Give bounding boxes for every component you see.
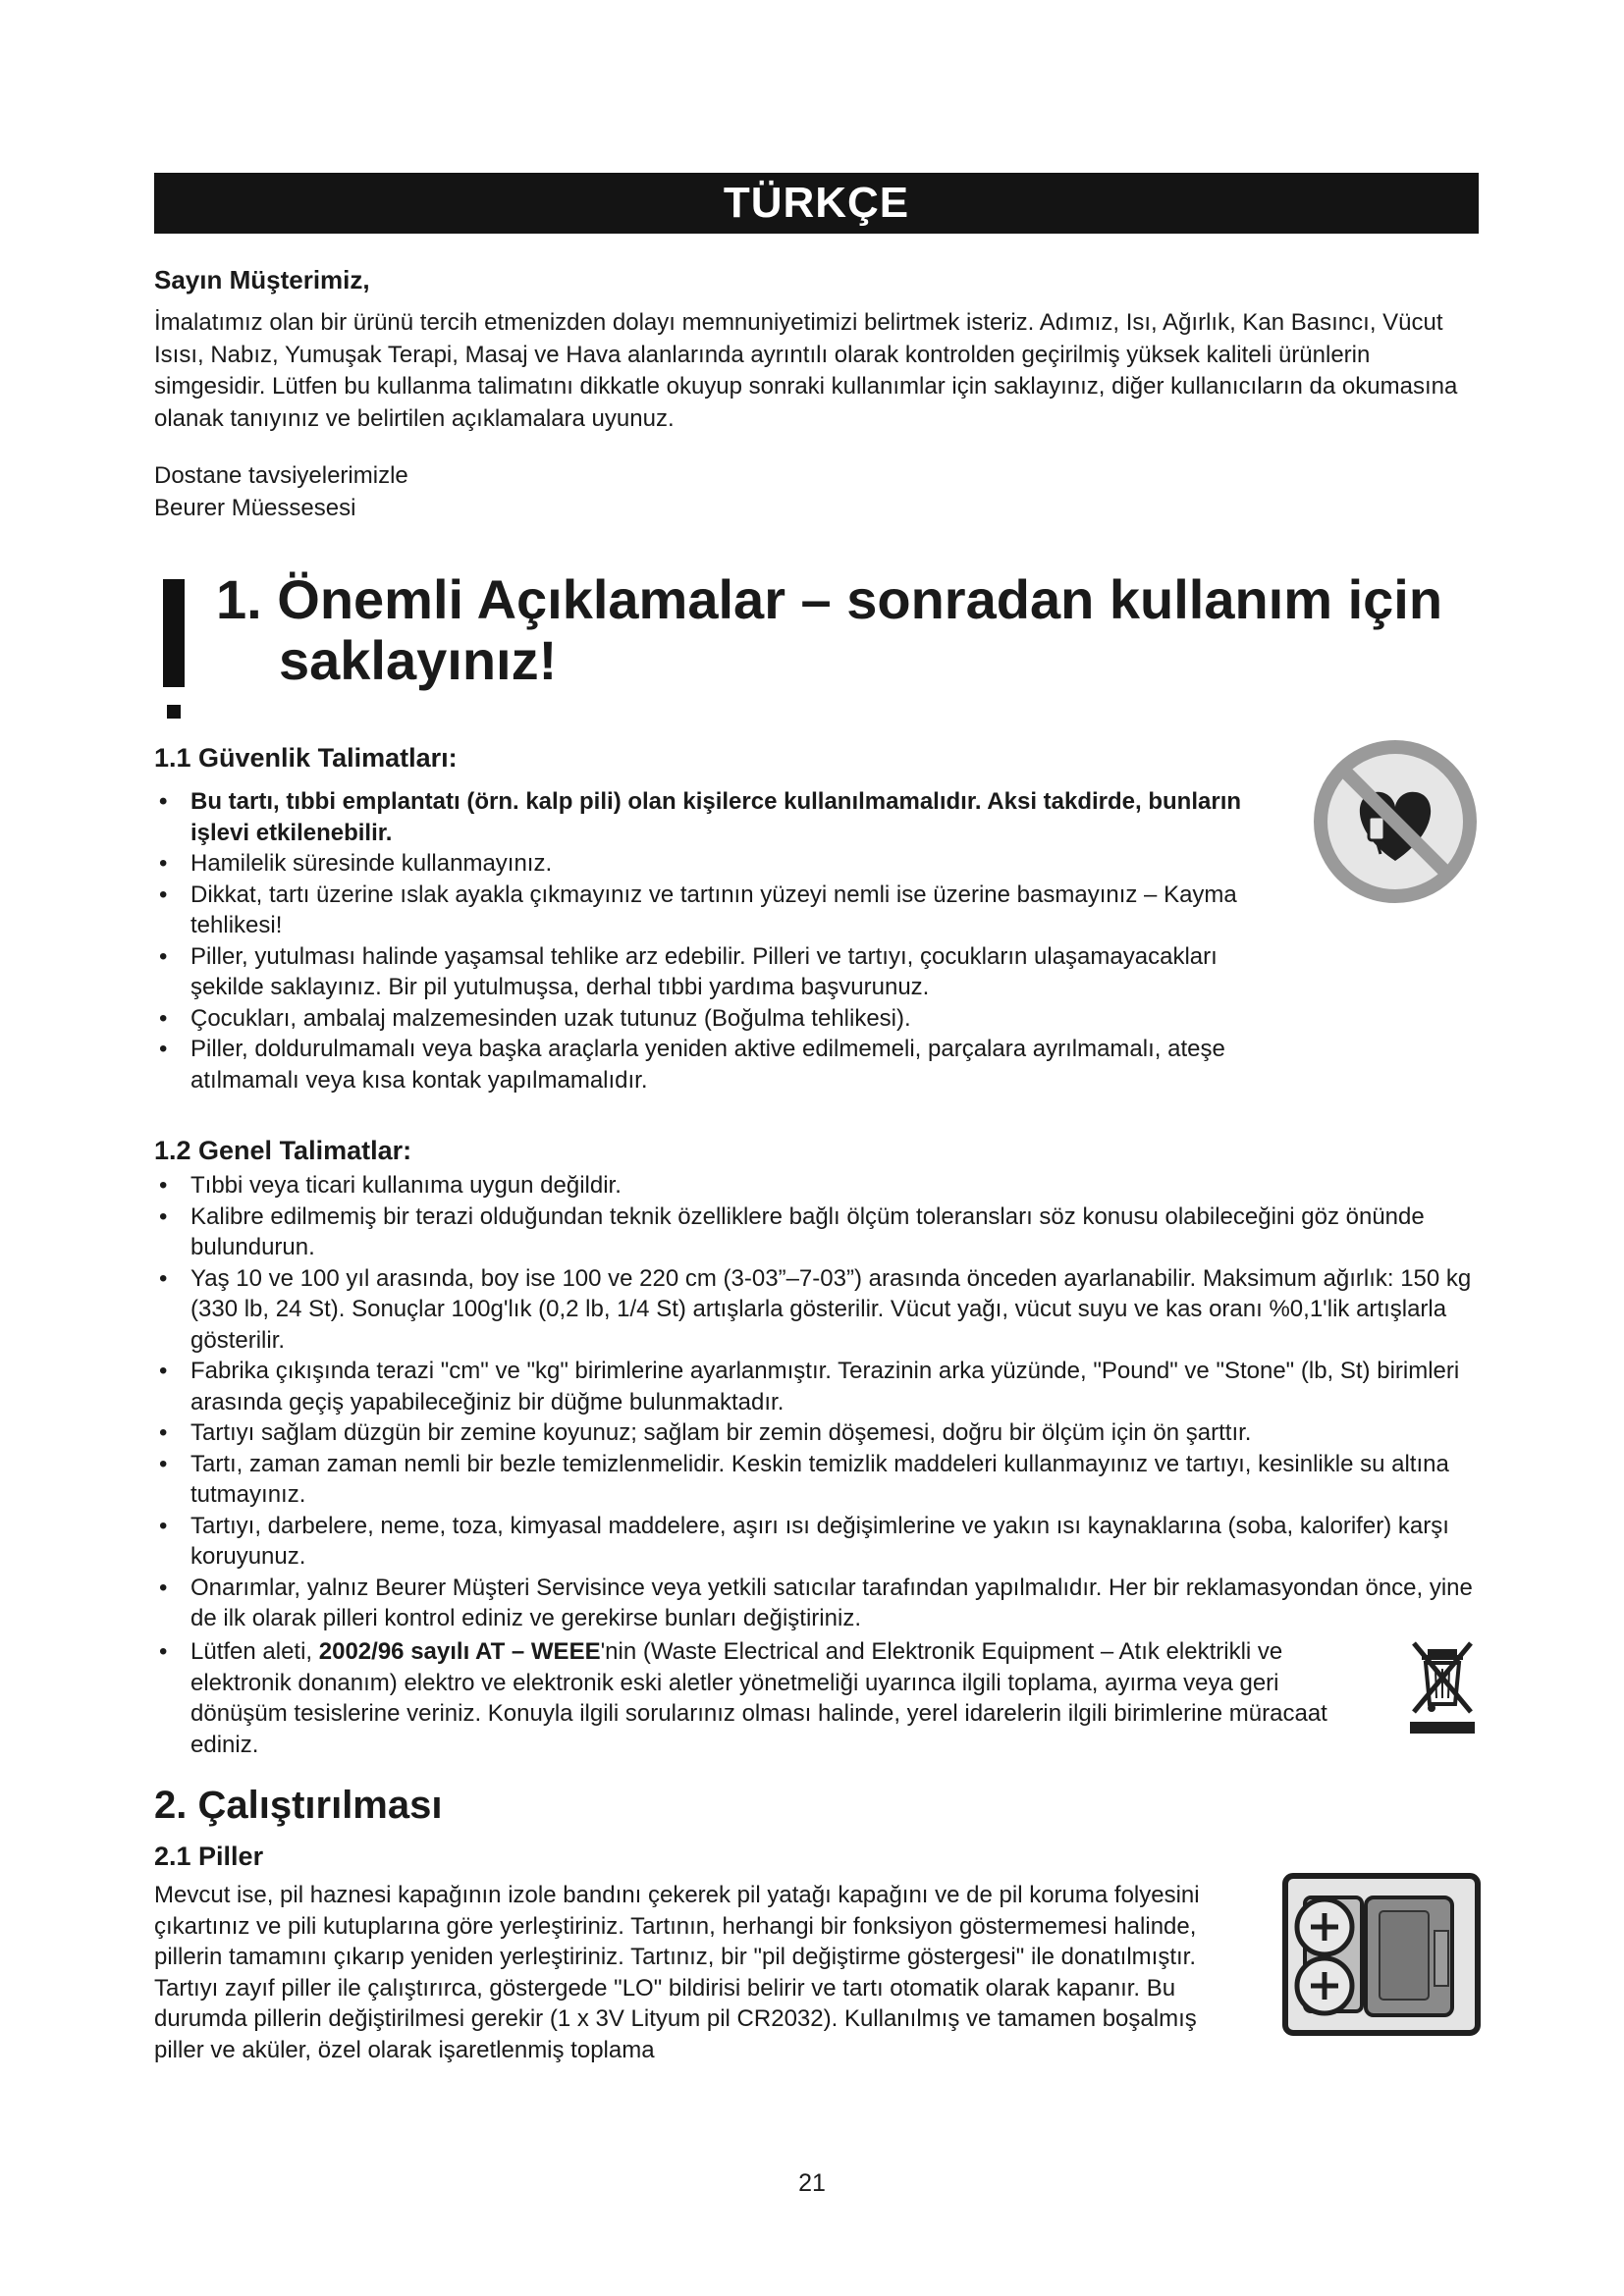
list-item: • Yaş 10 ve 100 yıl arasında, boy ise 100 ve 220 cm (3-03”–7-03”) arasında önceden ayarlanabilir. Maksimum ağırlık: 150 kg (330 lb, 24 St). Sonuçlar 100g'lık (0,2 lb, 1/4 St) artışlarla gösterilir. Vücut yağı, vücut suyu ve kas oranı %0,1'lik artışlarla gösterilir. [157,1263,1479,1357]
batteries-paragraph [154,1880,1244,2065]
subsection-2-1-title: 2.1 Piller [154,1842,264,1871]
weee-text-after: 'nin (Waste Electrical and Elektronik Equipment – Atık elektrikli ve elektronik donanım) elektro ve elektronik eski aletler yönetmeliği uyarınca ilgili toplama, ayırma veya geri dönüşüm tesislerine veriniz. Konuyla ilgili sorularınız olması halinde, yerel idarelerin ilgili birimlerine müracaat ediniz. [190,1638,1327,1758]
list-item: • Kalibre edilmemiş bir terazi olduğundan teknik özelliklere bağlı ölçüm toleransları söz konusu olabileceğini göz önünde bulundurun. [157,1201,1479,1263]
exclamation-icon [163,579,185,687]
signoff [154,459,408,524]
greeting: Sayın Müşterimiz, [154,265,370,294]
list-item: • Tartı, zaman zaman nemli bir bezle temizlenmelidir. Keskin temizlik maddeleri kullanmayınız ve tartıyı, kesinlikle su altına tutmayınız. [157,1449,1479,1511]
section-1-title-line-2: saklayınız! [279,629,558,691]
section-2-title: 2. Çalıştırılması [154,1784,443,1827]
language-header: TÜRKÇE [154,173,1479,234]
list-item: • Bu tartı, tıbbi emplantatı (örn. kalp pili) olan kişilerce kullanılmamalıdır. Aksi takdirde, bunların işlevi etkilenebilir. [157,786,1286,848]
batteries-text-before: Mevcut ise, pil haznesi kapağının izole bandını çekerek pil yatağı kapağını ve de pil koruma folyesini çıkartınız ve pili kutuplarına göre yerleştiriniz. Tartının, herhangi bir fonksiyon göstermemesi halinde, pillerin tamamını çıkarıp yeniden yerleştiriniz. Tartınız, bir "pil değiştirme göstergesi" ile donatılmıştır. Tartıyı zayıf piller ile çalıştırırca, göstergede " [154,1882,1200,2002]
list-item: • Piller, yutulması halinde yaşamsal tehlike arz edebilir. Pilleri ve tartıyı, çocukların ulaşamayacakları şekilde saklayınız. Bir pil yutulmuşsa, derhal tıbbi yardıma başvurunuz. [157,941,1286,1003]
intro-paragraph: İmalatımız olan bir ürünü tercih etmenizden dolayı memnuniyetimizi belirtmek isteriz. Adımız, Isı, Ağırlık, Kan Basıncı, Vücut Isısı, Nabız, Yumuşak Terapi, Masaj ve Hava alanlarında ayrıntılı olarak kontrolden geçirilmiş yüksek kaliteli ürünlerin simgesidir. Lütfen bu kullanma talimatını dikkatle okuyup sonraki kullanımlar için saklayınız, diğer kullanıcıların da okumasına olanak tanıyınız ve belirtilen açıklamalara uyunuz. [154,309,1458,432]
weee-directive: 2002/96 sayılı AT – WEEE [318,1638,601,1665]
batteries-text-after: " bildirisi belirir ve tartı otomatik olarak kapanır. Bu durumda pillerin değiştirilmesi gerekir (1 x 3V Lityum pil CR2032). Kullanılmış ve tamamen boşalmış piller ve aküler, özel olarak işaretlenmiş toplama [154,1974,1197,2063]
page-number: 21 [798,2169,826,2197]
safety-list [157,786,1286,1095]
list-item: • Tartıyı, darbelere, neme, toza, kimyasal maddelere, aşırı ısı değişimlerine ve yakın ısı kaynaklarına (soba, kalorifer) karşı koruyunuz. [157,1511,1479,1573]
general-list [157,1170,1479,1634]
list-item: • Piller, doldurulmamalı veya başka araçlarla yeniden aktive edilmemeli, parçalara ayrılmamalı, ateşe atılmamalı veya kısa kontak yapılmamalıdır. [157,1034,1286,1095]
list-item: • Çocukları, ambalaj malzemesinden uzak tutunuz (Boğulma tehlikesi). [157,1003,1286,1035]
list-item: • Onarımlar, yalnız Beurer Müşteri Servisince veya yetkili satıcılar tarafından yapılmalıdır. Her bir reklamasyondan önce, yine de ilk olarak pilleri kontrol ediniz ve gerekirse bunları değiştiriniz. [157,1573,1479,1634]
weee-item [157,1636,1375,1760]
list-item: • Dikkat, tartı üzerine ıslak ayakla çıkmayınız ve tartının yüzeyi nemli ise üzerine basmayınız – Kayma tehlikesi! [157,880,1286,941]
weee-bin-icon [1408,1637,1477,1735]
exclamation-dot-icon [167,705,181,719]
weee-text-before: Lütfen aleti, [190,1638,319,1665]
signoff-line-1: Dostane tavsiyelerimizle [154,462,408,489]
battery-compartment-icon [1281,1872,1482,2037]
weee-list [157,1636,1375,1760]
list-item: • Tartıyı sağlam düzgün bir zemine koyunuz; sağlam bir zemin döşemesi, doğru bir ölçüm için ön şarttır. [157,1417,1479,1449]
list-item: • Hamilelik süresinde kullanmayınız. [157,848,1286,880]
section-1-title-line-1: 1. Önemli Açıklamalar – sonradan kullanım için [216,568,1443,630]
list-item: • Tıbbi veya ticari kullanıma uygun değildir. [157,1170,1479,1201]
section-1-title [216,569,1442,691]
signoff-line-2: Beurer Müessesesi [154,495,356,521]
subsection-1-1-title: 1.1 Güvenlik Talimatları: [154,743,458,773]
list-item: • Fabrika çıkışında terazi "cm" ve "kg" birimlerine ayarlanmıştır. Terazinin arka yüzünde, "Pound" ve "Stone" (lb, St) birimleri arasında geçiş yapabileceğiniz bir düğme bulunmaktadır. [157,1356,1479,1417]
lo-indicator: LO [622,1974,654,2002]
no-pacemaker-icon [1312,738,1479,905]
subsection-1-2-title: 1.2 Genel Talimatlar: [154,1136,412,1165]
